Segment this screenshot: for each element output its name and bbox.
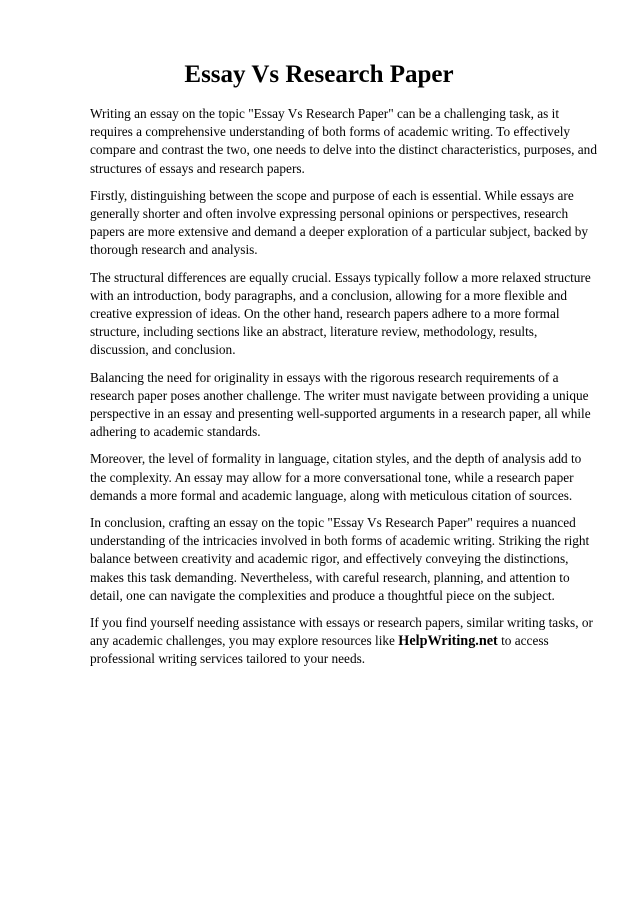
- paragraph-intro: Writing an essay on the topic "Essay Vs Research Paper" can be a challenging task, as it requires a comprehensive understanding of both forms of academic writing. To effectively compare and contrast the two, one needs to delve into the distinct characteristics, purposes, and structures of essays and research papers.: [90, 106, 597, 176]
- paragraph-conclusion: In conclusion, crafting an essay on the topic "Essay Vs Research Paper" requires a nuanced understanding of the intricacies involved in both forms of academic writing. Striking the right balance between creativity and academic rigor, and effectively conveying the distinctions, makes this task demanding. Nevertheless, with careful research, planning, and attention to detail, one can navigate the complexities and produce a thoughtful piece on the subject.: [90, 515, 590, 603]
- page-title: Essay Vs Research Paper: [184, 61, 454, 88]
- assistance-text-before: If you find yourself needing assistance with essays or research papers, similar writing tasks, or any academic challenges, you may explore resources like: [90, 615, 593, 649]
- document-body: [90, 105, 598, 678]
- paragraph-originality: Balancing the need for originality in essays with the rigorous research requirements of a research paper poses another challenge. The writer must navigate between providing a unique perspective in an essay and presenting well-supported arguments in a research paper, all while adhering to academic standards.: [90, 369, 591, 440]
- paragraph-formality: Moreover, the level of formality in language, citation styles, and the depth of analysis add to the complexity. An essay may allow for a more conversational tone, while a research paper demands a more formal and academic language, along with meticulous citation of sources.: [90, 451, 582, 503]
- helpwriting-link[interactable]: HelpWriting.net: [398, 633, 498, 650]
- paragraph-structure: The structural differences are equally crucial. Essays typically follow a more relaxed structure with an introduction, body paragraphs, and a conclusion, allowing for a more flexible and creative expression of ideas. On the other hand, research papers adhere to a more formal structure, including sections like an abstract, literature review, methodology, results, discussion, and conclusion.: [90, 269, 591, 358]
- assistance-text-after: to access professional writing services tailored to your needs.: [90, 633, 549, 667]
- paragraph-scope-purpose: Firstly, distinguishing between the scope and purpose of each is essential. While essays are generally shorter and often involve expressing personal opinions or perspectives, research papers are more extensive and demand a deeper exploration of a particular subject, backed by thorough research and analysis.: [90, 187, 589, 258]
- paragraph-assistance: [90, 614, 598, 669]
